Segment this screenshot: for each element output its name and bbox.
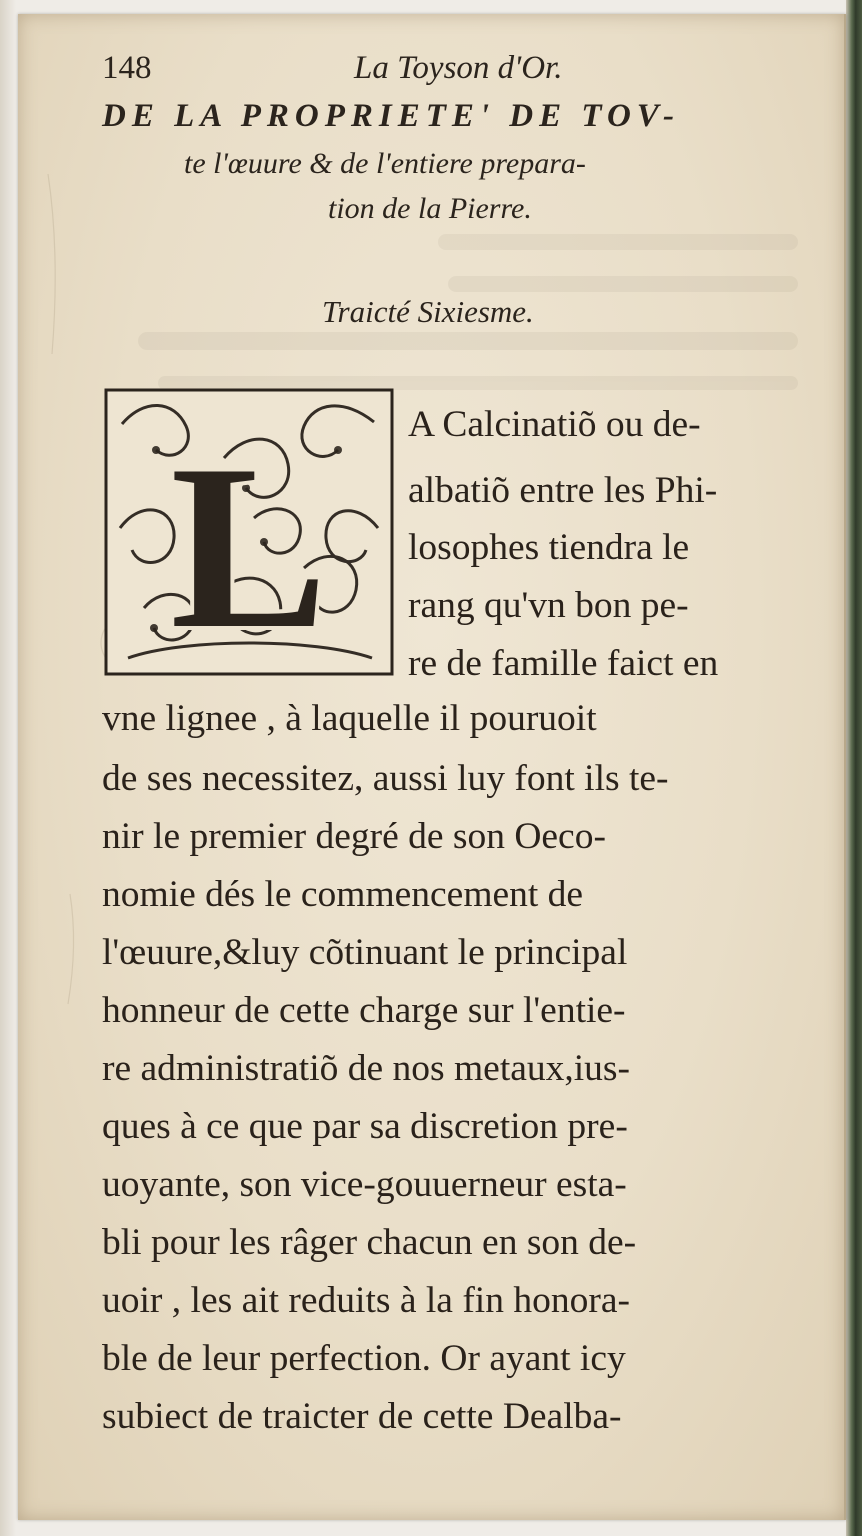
drop-cap-letter: L	[170, 417, 328, 676]
book-page	[18, 14, 846, 1520]
body-line-7: de ses necessitez, aussi luy font ils te-	[102, 758, 669, 799]
body-line-3: losophes tiendra le	[408, 527, 690, 568]
body-line-12: re administratiõ de nos metaux,ius-	[102, 1048, 631, 1089]
body-line-8: nir le premier degré de son Oeco-	[102, 816, 606, 857]
decorated-initial-l-icon	[104, 388, 394, 676]
body-line-11: honneur de cette charge sur l'entie-	[102, 990, 626, 1031]
chapter-title-line-3: tion de la Pierre.	[328, 192, 532, 225]
body-line-15: bli pour les râger chacun en son de-	[102, 1222, 637, 1263]
chapter-title-line-2: te l'œuure & de l'entiere prepara-	[184, 147, 586, 180]
body-line-17: ble de leur perfection. Or ayant icy	[102, 1338, 626, 1379]
body-line-4: rang qu'vn bon pe-	[408, 585, 689, 626]
treatise-heading: Traicté Sixiesme.	[322, 294, 534, 329]
body-line-1: A Calcinatiõ ou de-	[408, 404, 701, 445]
body-line-16: uoir , les ait reduits à la fin honora-	[102, 1280, 630, 1321]
body-line-2: albatiõ entre les Phi-	[408, 470, 718, 511]
body-line-9: nomie dés le commencement de	[102, 874, 584, 915]
chapter-title-line-1: DE LA PROPRIETE' DE TOV-	[102, 98, 680, 134]
running-head: La Toyson d'Or.	[354, 50, 563, 86]
body-line-5: re de famille faict en	[408, 643, 719, 684]
body-line-10: l'œuure,&luy cõtinuant le principal	[102, 932, 628, 973]
body-line-14: uoyante, son vice-gouuerneur esta-	[102, 1164, 627, 1205]
body-line-13: ques à ce que par sa discretion pre-	[102, 1106, 628, 1147]
body-line-18: subiect de traicter de cette Dealba-	[102, 1396, 622, 1437]
book-binding-edge	[846, 0, 862, 1536]
page-number: 148	[102, 50, 152, 86]
body-line-6: vne lignee , à laquelle il pouruoit	[102, 698, 597, 739]
